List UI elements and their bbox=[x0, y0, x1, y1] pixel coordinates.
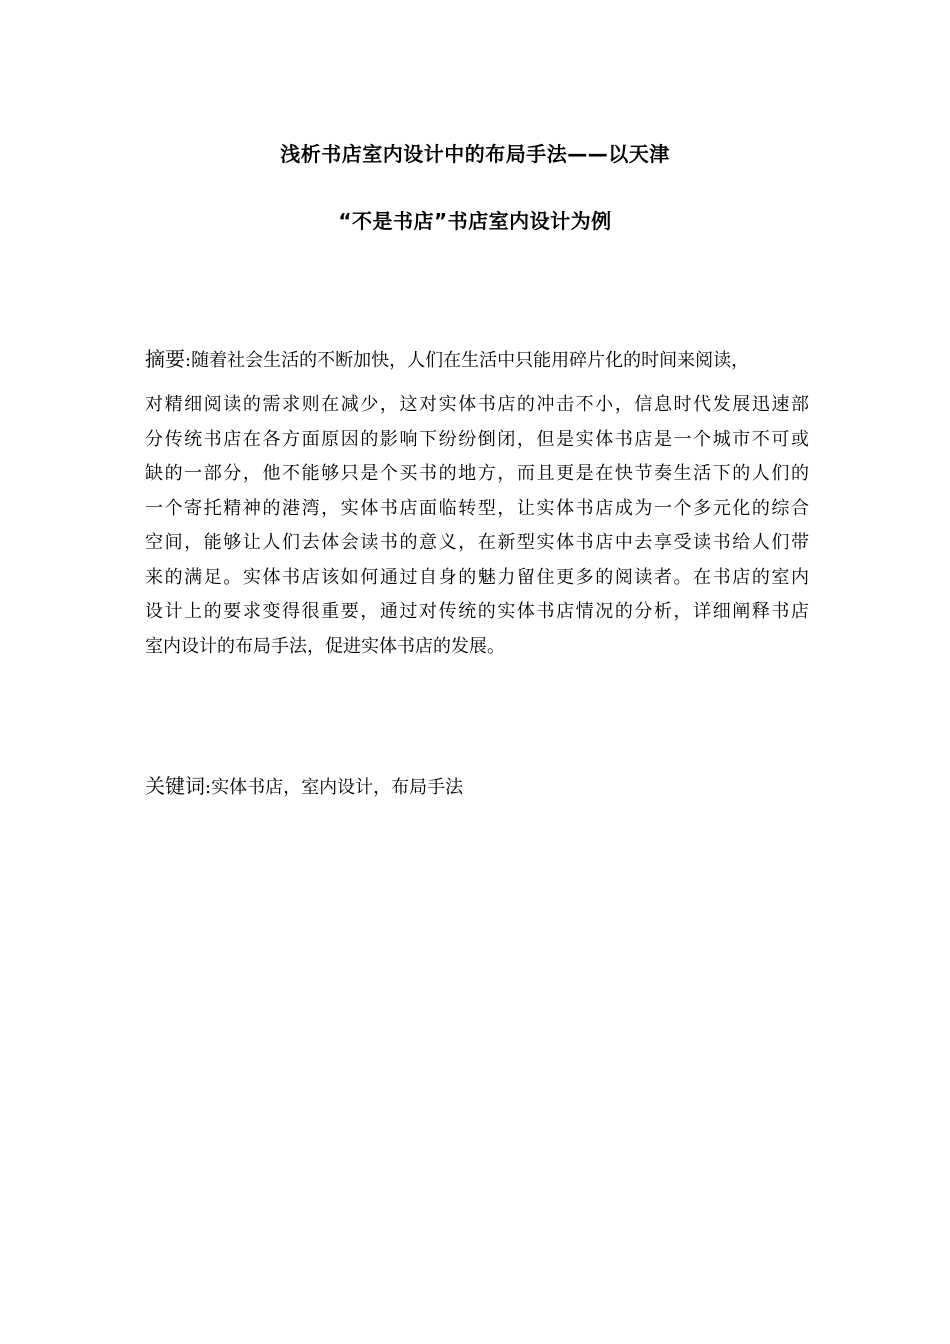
abstract-line: 一个寄托精神的港湾，实体书店面临转型，让实体书店成为一个多元化的综合 bbox=[145, 497, 809, 519]
keywords-value: 实体书店，室内设计，布局手法 bbox=[211, 777, 464, 798]
document-title-line-2: “不是书店”书店室内设计为例 bbox=[338, 209, 612, 233]
abstract-line: 室内设计的布局手法，促进实体书店的发展。 bbox=[145, 635, 505, 657]
abstract-section bbox=[145, 345, 809, 664]
abstract-line: 空间，能够让人们去体会读书的意义，在新型实体书店中去享受读书给人们带 bbox=[145, 532, 809, 553]
abstract-body bbox=[145, 388, 809, 664]
abstract-line: 分传统书店在各方面原因的影响下纷纷倒闭，但是实体书店是一个城市不可或 bbox=[145, 428, 809, 450]
abstract-line: 设计上的要求变得很重要，通过对传统的实体书店情况的分析，详细阐释书店 bbox=[145, 601, 809, 622]
abstract-first-line bbox=[145, 345, 809, 375]
abstract-colon: : bbox=[185, 350, 192, 371]
abstract-line: 缺的一部分，他不能够只是个买书的地方，而且更是在快节奏生活下的人们的 bbox=[145, 463, 809, 484]
keywords-label: 关键词 bbox=[145, 774, 205, 798]
abstract-line: 来的满足。实体书店该如何通过自身的魅力留住更多的阅读者。在书店的室内 bbox=[145, 566, 809, 588]
abstract-label: 摘要 bbox=[145, 347, 185, 371]
abstract-first-text: 随着社会生活的不断加快，人们在生活中只能用碎片化的时间来阅读， bbox=[191, 350, 750, 371]
abstract-line: 对精细阅读的需求则在减少，这对实体书店的冲击不小，信息时代发展迅速部 bbox=[145, 394, 809, 415]
document-title-line-1: 浅析书店室内设计中的布局手法——以天津 bbox=[280, 142, 670, 166]
keywords-colon: : bbox=[205, 777, 212, 798]
keywords-section bbox=[145, 772, 463, 802]
